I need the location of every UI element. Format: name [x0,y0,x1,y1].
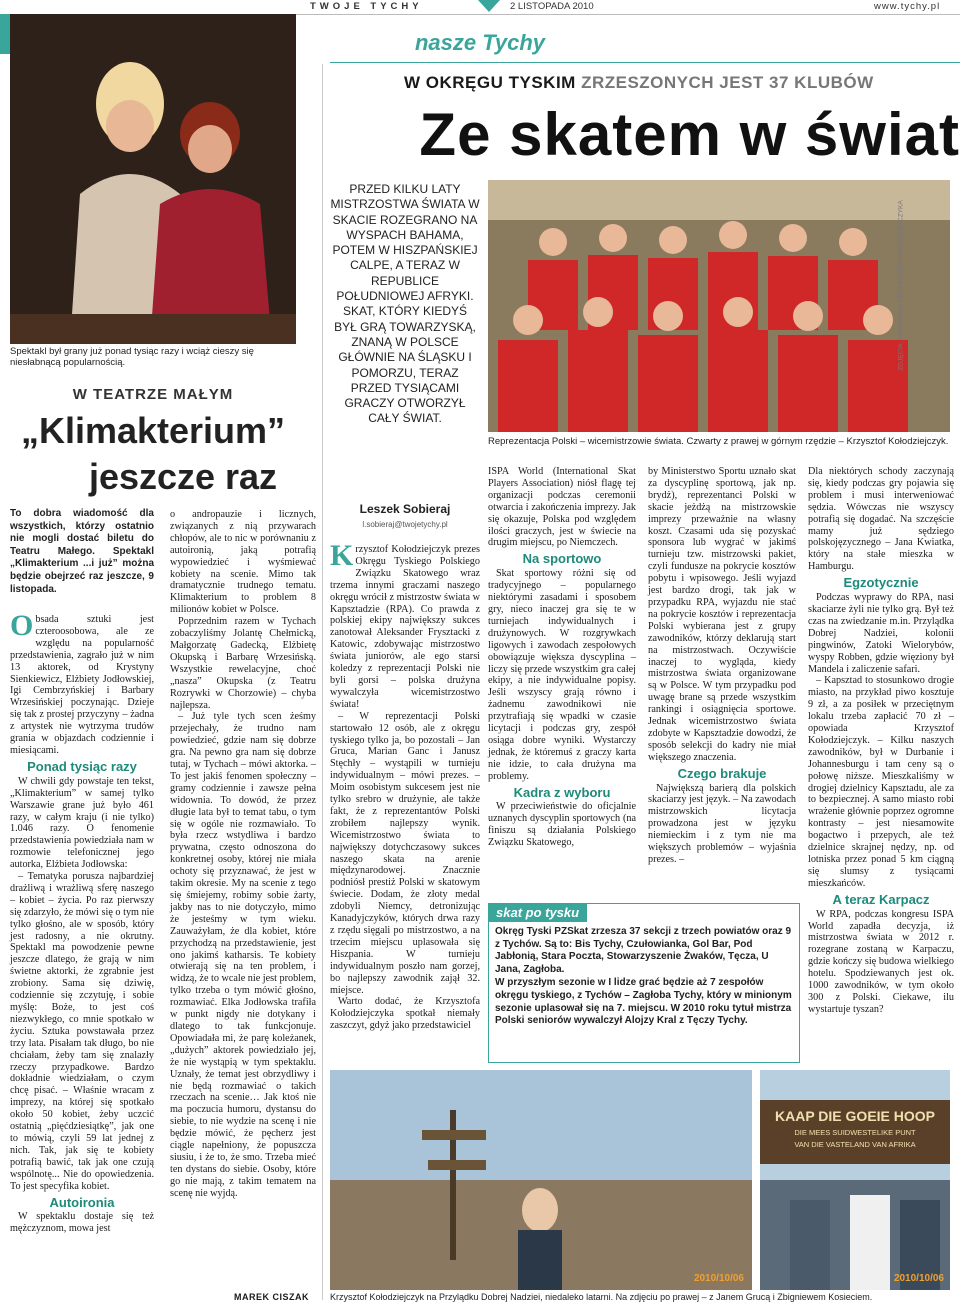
team-photo-caption: Reprezentacja Polski – wicemistrzowie świata. Czwarty z prawej w górnym rzędzie – Krzysztof Kołodziejczyk. [488,436,949,447]
theatre-subhead-2: Autoironia [49,1194,115,1210]
skat-po-tysku-box [488,903,800,1063]
photo-credit-right: ZDJĘCIA: ARCHIWUM KRZYSZTOFA KOŁODZIEJCZYKA [897,200,905,371]
skat-col1-p2: – W reprezentacji Polski startowało 12 osób, ale z okręgu tyskiego tylko ja, bo pozostali – Jan Gruca, Marian Ganc i Janusz Stęchły – wystąpili w turnieju indywidualnym – mówi prezes. – Moim osobistym sukcesem jest nie tylko srebro w drużynie, ale także fakt, że z reprezentantów Polski zrobiłem najlepszy wynik. Wicemistrzostwo świata to największy dotychczasowy sukces naszego skata na arenie międzynarodowej. Znacznie podniósł prestiż Polski w skatowym świecie. Dodam, że złoty medal zdobyli Niemcy, detronizując Kanadyjczyków, których drwa razy z rzędu sięgali po mistrzostwo, a na trzecim miejscu uplasowała się Hiszpania. W turnieju indywidualnym poszło nam gorzej, bo najlepszy zawodnik zajął 32. miejsce. [330,710,480,996]
skat-kicker-grey: ZRZESZONYCH JEST 37 KLUBÓW [581,73,874,92]
theatre-col1-p1: bsada sztuki jest czteroosobowa, ale ze względu na popularność przedstawienia, zagrało już w nim 13 aktorek, od Krystyny Sienkiewicz, Elżbiety Jodłowskiej, Igi Cembrzyńskiej i Barbary Wrzesińskiej poczynając. Dzieje się tak z prostej przyczyny – żadna z artystek nie wytrzyma trudów grania w objazdach codziennie i miesiącami. [10,614,154,756]
skat-col4-p4: W RPA, podczas kongresu ISPA World zapadła decyzja, iż mistrzostwa świata w 2012 r. rozegrane zostaną w Karpaczu, gdzie kończy się budowa wielkiego hotelu. Spodziewanych jest ok. 1000 zawodników, w tym około 300 z Polski. Ciekawe, ilu wystartuje tyszan? [808,908,954,1015]
skat-col4-p1: Dla niektórych schody zaczynają się, kiedy podczas gry pojawia się problem i musi interweniować sędzia. Wówczas nie wszyscy potrafią się dogadać. Na szczęście mamy już sędziego polskojęzycznego – Jana Kwiatka, który na stałe mieszka w Hamburgu. [808,466,954,573]
theatre-headline-1: „Klimakterium” [20,410,286,451]
skat-email: l.sobieraj@twojetychy.pl [362,520,448,529]
theatre-col1-p2: W chwili gdy powstaje ten tekst, „Klimakterium” w samej tylko Warszawie grane już było 461 razy, w całym kraju (i nie tylko) 1.046 razy. O fenomenie przedstawienia powiedziała nam w rozmowie telefonicznej jego autorka, Elżbieta Jodłowska: [10,775,154,871]
theatre-col1-p3: – Tematyka porusza najbardziej drażliwą i wrażliwą sferę naszego – kobiet – życia. Po raz pierwszy się zdarzyło, że mówi się o tym nie tylko głośno, ale w sposób, który jest radosny, a nie okrutny. Spektakl ma powodzenie pewne jeszcze dlatego, że grają w nim świetne aktorki, że zgrabnie jest zrobiony. Sama się dziwię, codziennie się zczytuję, i sobie myślę: Boże, to jest coś niezwykłego, co mnie spotkało w życiu. Sztuka powstawała przez trzy lata. Pisałam tak długo, bo nie chciałam, żeby tam się znalazły rzeczy przypadkowe. Bardzo dokładnie wiedziałam, o czym chcę pisać. – Właśnie wracam z imprezy, na której się spotkało około 50 kobiet, żeby uczcić ostatnią „pięćdziesiątkę”, jak one to mówią, czyli 59 lat jednej z nich. Tak, jak się te kobiety potrafią bawić, tak jak one czują wspólnotę... Nie do opowiedzenia. To jest specyfika kobiet. [10,871,154,1192]
theatre-photo [10,14,296,344]
skat-col4-p2: Podczas wyprawy do RPA, nasi skaciarze żyli nie tylko grą. Był też czas na zwiedzanie m.in. Przylądka Dobrej Nadziei, kolonii pingwinów, Zatoki Wielorybów, wyspy Robben, gdzie więziony był Mandela i zaliczenie safari. [808,592,954,675]
skat-kicker [404,73,874,93]
sign-photo [760,1070,950,1290]
skat-subhead-karpacz: A teraz Karpacz [832,891,930,907]
column-divider [322,64,323,1300]
masthead-title: TWOJE TYCHY [310,1,423,12]
skat-col-1 [330,539,480,1032]
cape-photo [330,1070,752,1290]
theatre-subhead-1: Ponad tysiąc razy [27,758,137,774]
theatre-col-2 [170,509,316,1200]
skat-author: Leszek Sobieraj [359,502,451,516]
sign-line-1: KAAP DIE GOEIE HOOP [775,1108,935,1124]
skat-headline: Ze skatem w świat [419,101,960,168]
skat-col3-p1: by Ministerstwo Sportu uznało skat za dyscyplinę sportową, jak np. brydż), reprezentanci Polski w skacie jeżdżą na mistrzowskie imprezy przeważnie na własny koszt. Czasami uda się pozyskać sponsora lub wygrać w jakimś turnieju tzw. mistrzowski pakiet, czyli fundusze na pokrycie kosztów pobytu i wpisowego. Jeśli wyjazd jest bardzo drogi, tak jak w przypadku RPA, wyjazdu nie stać na pokrycie kosztów i reprezentacja Polski wybierana jest z grupy zawodników, którzy deklarują start na mistrzostwach. Oczywiście inaczej to wygląda, kiedy mistrzostwa świata organizowane są w Polsce. W tym przypadku pod uwagę brane są przede wszystkim rankingi i osiągnięcia sportowe. Jednak wicemistrzostwo świata zdobyte w Kapsztadzie dowodzi, że sposób selekcji do kadry nie miał większego znaczenia. [648,466,796,763]
skat-subhead-sport: Na sportowo [522,551,602,567]
skat-col-4 [808,466,954,1016]
skat-col-3 [648,466,796,866]
skat-subhead-brakuje: Czego brakuje [677,765,767,781]
theatre-author: MAREK CISZAK [234,1292,309,1302]
skat-col3-p2: Największą barierą dla polskich skaciarzy jest język. – Na zawodach mistrzowskich licytacja prowadzona jest w języku niemieckim i z tym nie ma większych problemów – wyjaśnia prezes. – [648,782,796,865]
theatre-col1-p4: W spektaklu dostaje się też mężczyznom, mowa jest [10,1211,154,1235]
sign-line-3: VAN DIE VASTELAND VAN AFRIKA [794,1140,916,1149]
team-photo [488,180,950,432]
theatre-col-1 [10,609,154,1235]
skat-col2-p2: Skat sportowy różni się od tradycyjnego – popularnego niektórymi zasadami i sposobem gry, nieco inaczej gra się te w turniejach indywidualnych i drużynowych. W rozgrywkach ligowych i zawodach zespołowych obowiązuje większa dyscyplina – liczy się przede wszystkim gra całej ekipy, a nie indywidualne popisy. Jeśli wszyscy grają równo i żadnemu zawodnikowi nie przytrafiają się wpadki w czasie licytacji i podczas gry, zespół osiąga dobre wyniki. Wystarczy jednak, że któremuś z graczy karta nie idzie, to cała drużyna ma problemy. [488,568,636,782]
box-p1: Okręg Tyski PZSkat zrzesza 37 sekcji z trzech powiatów oraz 9 z Tychów. Są to: Bis Tychy, Czułowianka, Gol Bar, Pod Jabłonią, Stara Poczta, Stowarzyszenie Żwaków, Tęcza, U Jana, Zagłoba. [495,926,792,975]
theatre-dropcap: O [10,609,34,642]
theatre-headline-2: jeszcze raz [88,456,278,497]
sign-line-2: DIE MEES SUIDWESTELIKE PUNT [794,1128,916,1137]
section-rule [330,62,960,63]
skat-subhead-egzotycznie: Egzotycznie [843,575,919,591]
theatre-lead: To dobra wiadomość dla wszystkich, którzy ostatnio nie mogli dostać biletu do Teatru Małego. Spektakl „Klimakterium ...i już” można będzie obejrzeć raz jeszcze, 9 listopada. [10,508,154,595]
skat-col4-p3: – Kapsztad to stosunkowo drogie miasto, na przykład piwo kosztuje 9 zł, a za posiłek w przeciętnym lokalu trzeba zapłacić 70 zł – opowiada Krzysztof Kołodziejczyk. – Kilku naszych zawodników, był w Durbanie i Johannesburgu i tam ceny są o połowę niższe. Mieszkaliśmy w drogiej dzielnicy Kapsztadu, ale za to bezpiecznej. A samo miasto robi wrażenie głównie poprzez ogromne kontrasty – jest niesamowite bogactwo i przepych, ale też dzielnice skrajnej nędzy, np. od lotniska przez ponad 5 km ciągną się slumsy z tysiącami mieszkańców. [808,675,954,889]
theatre-col2-p1: o andropauzie i licznych, związanych z nią przywarach chłopów, ale to nic w porównaniu z autoironią, jaką potrafią wypowiedzieć i wyśmiewać kobiety na scenie. Mimo tak dramatycznie trudnego tematu. Klimakterium to problem 8 milionów kobiet w Polsce. [170,509,316,616]
theatre-photo-caption: Spektakl był grany już ponad tysiąc razy i wciąż cieszy się niesłabnącą popularnością. [10,346,254,368]
skat-col2-p3: W przeciwieństwie do oficjalnie uznanych dyscyplin sportowych (na finiszu są działania Polskiego Związku Skatowego, [488,801,636,849]
masthead-triangle [478,0,500,12]
photo-date-1: 2010/10/06 [693,1273,744,1284]
skat-kicker-main: W OKRĘGU TYSKIM [404,73,576,92]
skat-lead: PRZED KILKU LATY MISTRZOSTWA ŚWIATA W SKACIE ROZEGRANO NA WYSPACH BAHAMA, POTEM W HISZPAŃSKIEJ CALPE, A TERAZ W REPUBLICE POŁUDNIOWEJ AFRYKI. SKAT, KTÓRY KIEDYŚ BYŁ GRĄ TOWARZYSKĄ, ZNANĄ W POLSCE GŁÓWNIE NA ŚLĄSKU I POMORZU, TERAZ PRZED TYSIĄCAMI GRACZY OTWORZYŁ CAŁY ŚWIAT. [330,182,480,426]
box-p2: W przyszłym sezonie w I lidze grać będzie aż 7 zespołów okręgu tyskiego, z Tychów – Zagłoba Tychy, który w minionym sezonie uplasował się na 7. miejscu. W 2010 roku tytuł mistrza Polski seniorów wywalczył Alojzy Kral z Tęczy Tychy. [495,977,792,1027]
theatre-kicker: W TEATRZE MAŁYM [72,386,234,403]
skat-col1-p3: Warto dodać, że Krzysztofa Kołodziejczyka spotkał niemały zaszczyt, gdyż jako przedstawiciel [330,996,480,1032]
skat-col1-p1: rzysztof Kołodziejczyk prezes Okręgu Tyskiego Polskiego Związku Skatowego wraz trzema innymi graczami naszego okręgu wrócił z mistrzostw świata w Kapsztadzie (RPA). Co prawda z polskiej ekipy największy sukces zanotował Aleksander Frysztacki z Katowic, zdobywając mistrzostwo świata juniorów, ale ego starsi koledzy z reprezentacji Polski nie byli gorsi – polska drużyna wywalczyła wicemistrzostwo świata! [330,544,480,710]
masthead-date: 2 LISTOPADA 2010 [510,1,594,12]
photo-date-2: 2010/10/06 [893,1273,944,1284]
skat-dropcap: K [330,539,354,572]
skat-col-2 [488,466,636,849]
theatre-col2-p2: Poprzednim razem w Tychach zobaczyliśmy Jolantę Chełmicką, Małgorzatę Gadecką, Elżbietę Okupską i Barbarę Wrzesińską. Wszystkie rewelacyjne, choć „nasza” Okupska (z Teatru Rozrywki w Chorzowie) – chyba najlepsza. [170,616,316,711]
box-text [495,926,795,1028]
section-title: nasze Tychy [414,30,546,55]
bottom-photo-caption: Krzysztof Kołodziejczyk na Przylądku Dobrej Nadziei, niedaleko latarni. Na zdjęciu po prawej – z Janem Grucą i Zbigniewem Kosieciem. [330,1292,873,1302]
theatre-col2-p3: – Już tyle tych scen żeśmy przejechały, że trudno nam powiedzieć, gdzie nam się dobrze gra. Na pewno gra nam się dobrze tutaj, w Tychach – mówi aktorka. – To jest jakiś fenomen społeczny – gramy codziennie i zawsze pełna widownia. To dowód, że przez długie lata był to temat tabu, o tym się w ogóle nie rozmawiało. To była rzecz wstydliwa i bardzo prywatna, często odnoszona do konkretnej osoby, której nie miała ochoty się przyznawać, że jest w takim okresie. My na scenie z tego się śmiejemy, robimy sobie żarty, jakby nas to nie dotyczyło, mimo że jesteśmy w tym wieku. Zauważyłam, że dla kobiet, które przychodzą na przedstawienie, jest ono jakimś katharsis. Te kobiety otwierają się na ten problem, i widzą, że to wcale nie jest problem, tylko trzeba o tym mówić głośno, rozmawiać. Elka Jodłowska trafiła w punkt nigdy nie dotykany i dlatego to tak funkcjonuje. Opowiadała mi, że parę koleżanek, „dużych” aktorek powiedziało jej, że nie wystąpią w tym spektaklu. Uznały, że temat jest obrzydliwy i nie będą rozmawiać o takich rzeczach na scenie… Jak ktoś nie ma poczucia humoru, dystansu do siebie, to nie wydzie na scenę i nie będzie mówić, że pęcherz jest ciągle napełniony, że popuszcza siusiu, i że to, że smo. Trzeba mieć ten dystans do siebie. Osoby, które go nie mają, z takim tematem na scenę nie wyjdą. [170,711,316,1199]
skat-subhead-kadra: Kadra z wyboru [513,784,611,800]
masthead-site: www.tychy.pl [874,1,941,12]
skat-col2-p1: ISPA World (International Skat Players Association) niósł flagę tej organizacji podczas ceremonii otwarcia i zakończenia imprezy. Jak się okazuje, Polska pod względem ilości graczych, jest w świecie na drugim miejscu, po Niemczech. [488,466,636,549]
box-title: skat po tysku [488,903,587,922]
